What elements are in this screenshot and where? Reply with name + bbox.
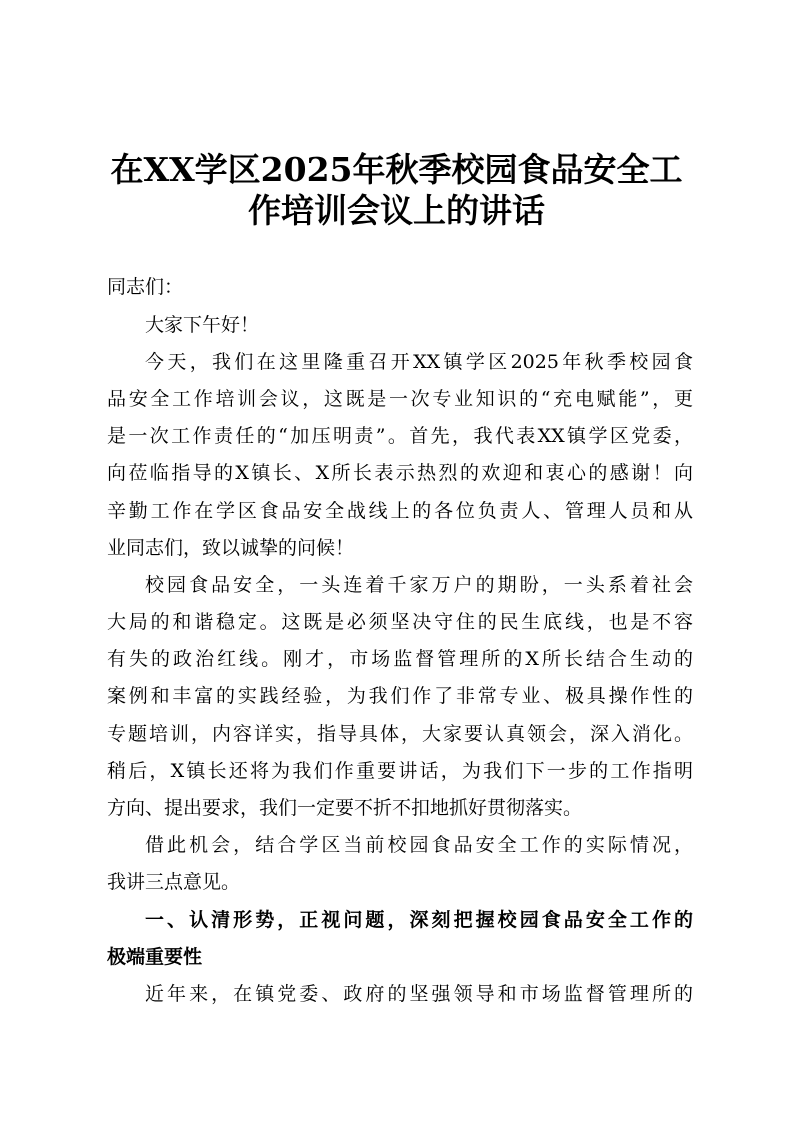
paragraph-line: 借此机会，结合学区当前校园食品安全工作的实际情况， [145,834,693,856]
section-heading-line: 极端重要性 [107,946,203,968]
paragraph-line: 我讲三点意见。 [107,871,241,893]
paragraph-line: 是一次工作责任的“加压明责”。首先，我代表XX镇学区党委， [107,425,693,447]
paragraph-line: 案例和丰富的实践经验，为我们作了非常专业、极具操作性的 [107,685,693,707]
salutation: 同志们： [107,276,184,298]
paragraph-line: 向莅临指导的X镇长、X所长表示热烈的欢迎和衷心的感谢！向 [107,462,693,484]
paragraph-line: 大局的和谐稳定。这既是必须坚决守住的民生底线，也是不容 [107,611,693,633]
paragraph-line: 有失的政治红线。刚才，市场监督管理所的X所长结合生动的 [107,648,693,670]
paragraph-line: 方向、提出要求，我们一定要不折不扣地抓好贯彻落实。 [107,797,583,819]
greeting: 大家下午好！ [145,314,260,336]
paragraph-line: 辛勤工作在学区食品安全战线上的各位负责人、管理人员和从 [107,500,693,522]
paragraph-line: 业同志们，致以诚挚的问候！ [107,537,355,559]
paragraph-line: 今天，我们在这里隆重召开XX镇学区2025年秋季校园食 [145,351,693,373]
paragraph-line: 近年来，在镇党委、政府的坚强领导和市场监督管理所的 [145,983,693,1005]
paragraph-line: 专题培训，内容详实，指导具体，大家要认真领会，深入消化。 [107,723,693,745]
paragraph-line: 稍后，X镇长还将为我们作重要讲话，为我们下一步的工作指明 [107,760,693,782]
paragraph-line: 品安全工作培训会议，这既是一次专业知识的“充电赋能”，更 [107,388,693,410]
document-title-line-1: 在XX学区2025年秋季校园食品安全工 [110,150,683,189]
document-title-line-2: 作培训会议上的讲话 [248,191,545,230]
paragraph-line: 校园食品安全，一头连着千家万户的期盼，一头系着社会 [145,574,693,596]
section-heading-line: 一、认清形势，正视问题，深刻把握校园食品安全工作的 [145,909,693,931]
